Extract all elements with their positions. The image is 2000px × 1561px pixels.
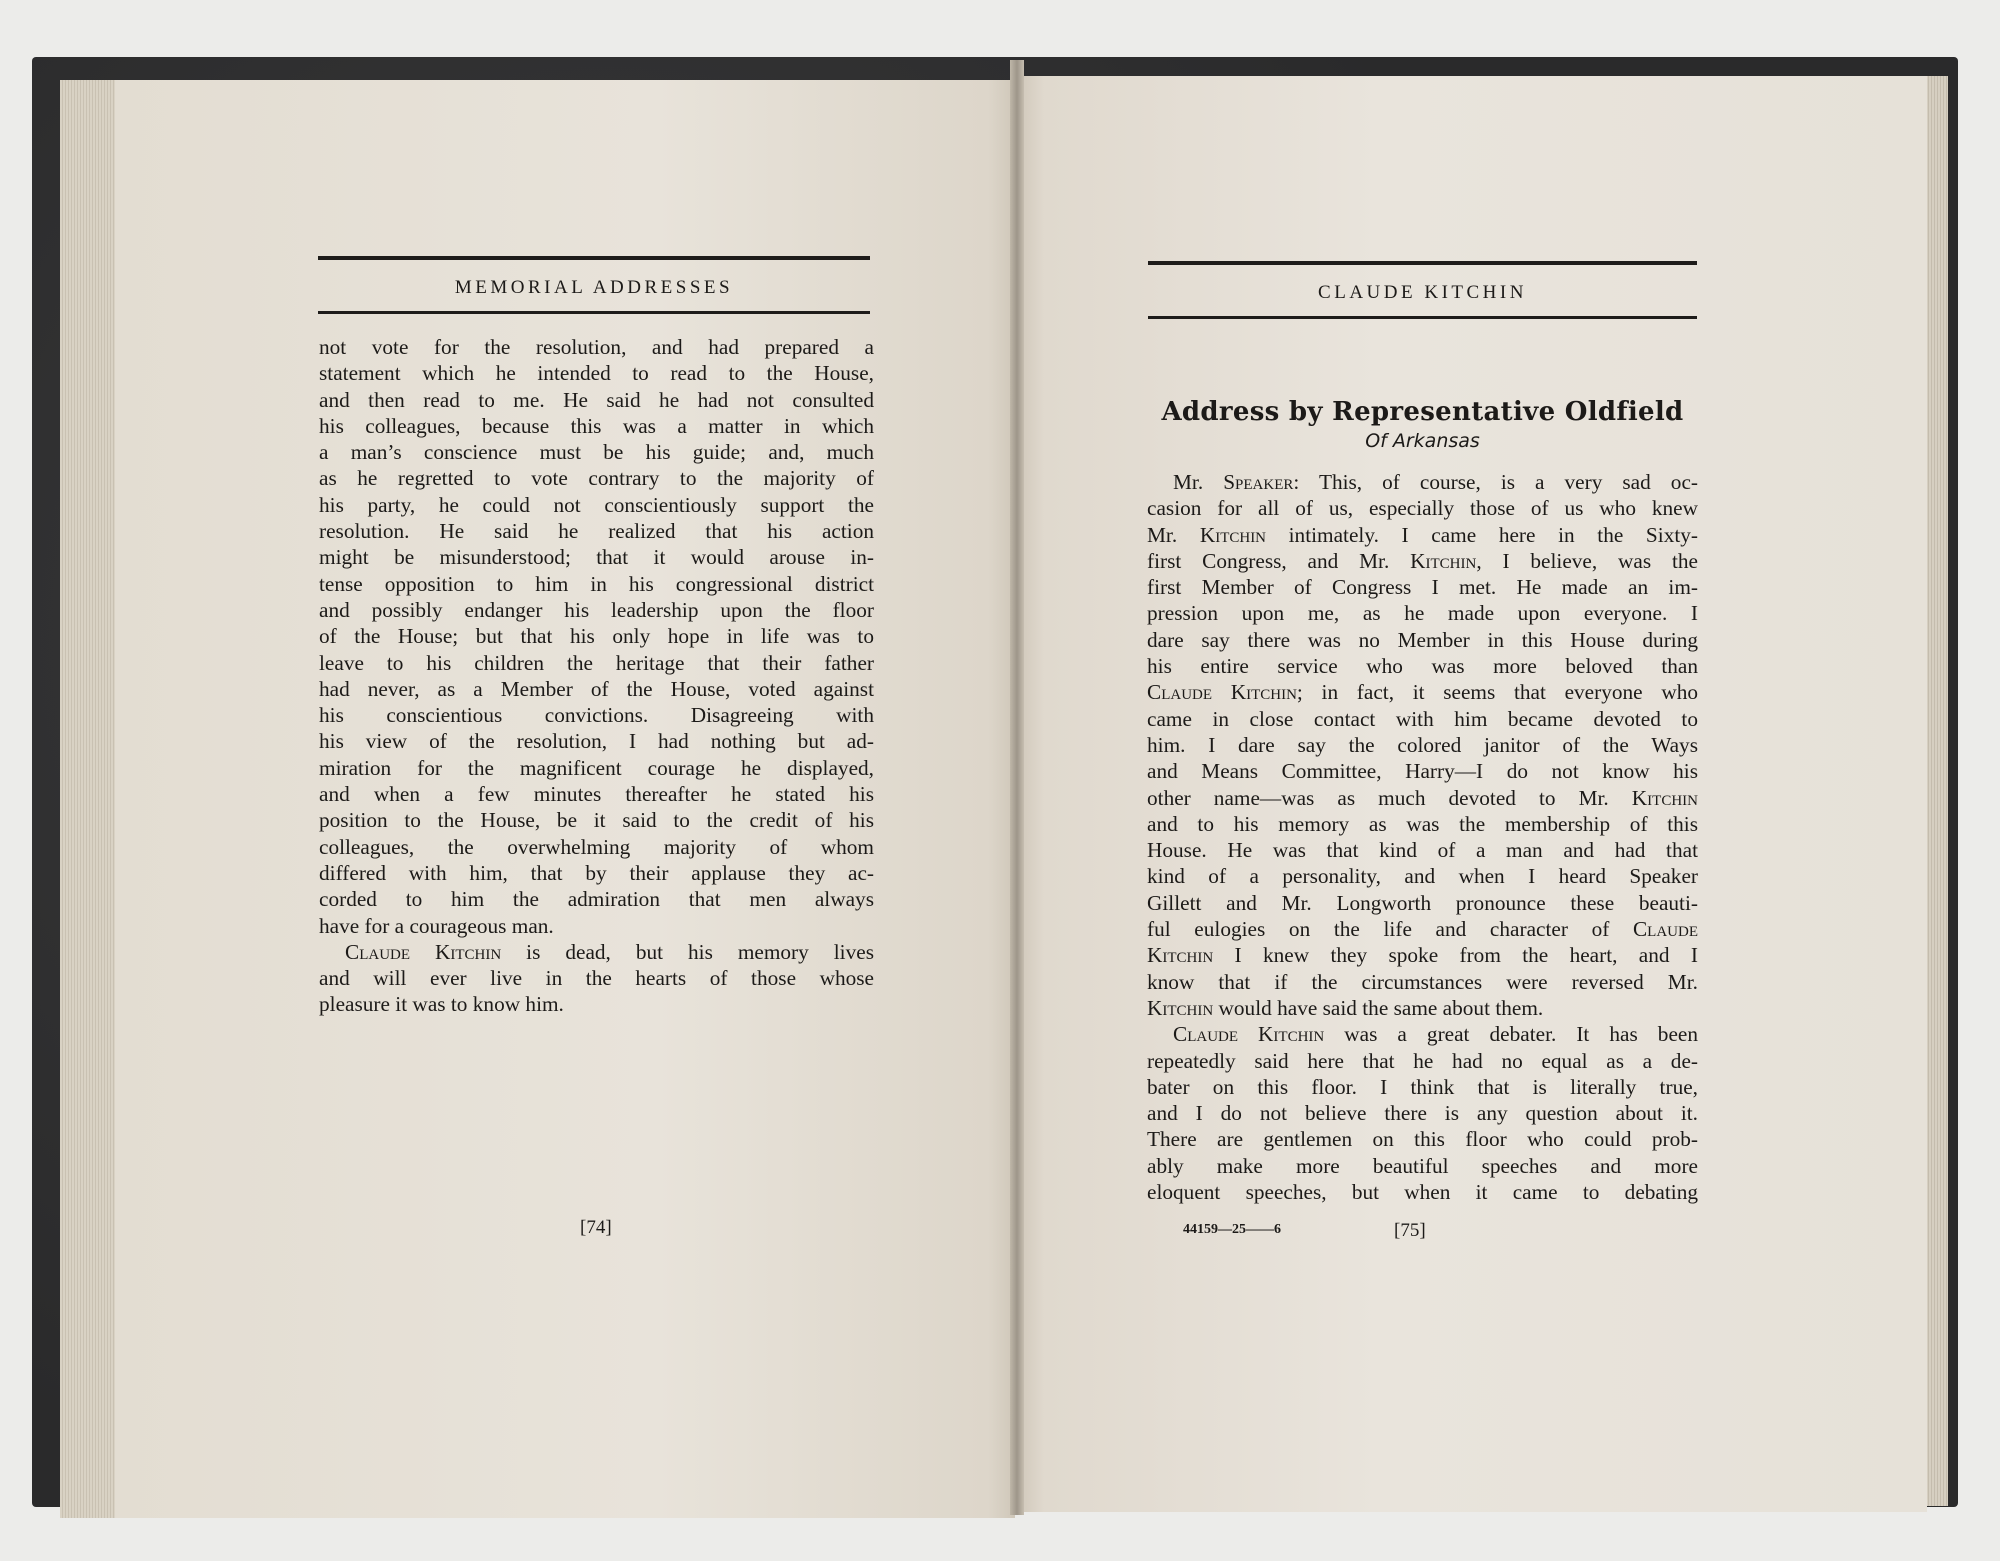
small-caps-name: Kitchin [1631,785,1698,810]
text-segment: and I do not believe there is any question about it. [1147,1101,1698,1126]
text-line [319,465,874,491]
text-segment: dare say there was no Member in this House during [1147,627,1698,652]
text-segment: There are gentlemen on this floor who could prob- [1147,1127,1698,1152]
header-rule-bottom [1148,316,1697,319]
text-segment: not vote for the resolution, and had prepared a [319,335,874,359]
text-segment: differed with him, that by their applause they ac- [319,860,874,885]
small-caps-name: Speaker [1223,470,1294,494]
text-segment: his entire service who was more beloved than [1147,654,1698,679]
text-segment: bater on this floor. I think that is literally true, [1147,1074,1698,1099]
text-line [1147,548,1698,574]
text-line [1147,706,1698,732]
text-segment: of the House; but that his only hope in life was to [319,624,874,649]
text-line [1147,916,1698,942]
text-line [319,702,874,728]
text-segment: position to the House, be it said to the credit of his [319,808,874,833]
printer-signature: 44159—25——6 [1183,1222,1281,1237]
text-line [319,623,874,649]
text-line [319,413,874,439]
text-line [1147,942,1698,968]
text-segment: and possibly endanger his leadership upon the floor [319,597,874,622]
text-line [1147,653,1698,679]
text-segment: as he regretted to vote contrary to the majority of [319,466,874,491]
text-line [319,544,874,570]
text-segment: know that if the circumstances were reversed Mr. [1147,969,1698,994]
book-gutter [1010,60,1024,1515]
text-segment: resolution. He said he realized that his action [319,519,874,544]
text-line [1147,679,1698,705]
text-line [1147,627,1698,653]
text-segment: might be misunderstood; that it would arouse in- [319,545,874,570]
text-segment: ; in fact, it seems that everyone who [1296,680,1698,705]
text-segment: is dead, but his memory lives [501,939,874,964]
text-segment: repeatedly said here that he had no equal as a de- [1147,1048,1698,1073]
text-line [319,676,874,702]
text-line [319,597,874,623]
text-segment: came in close contact with him became devoted to [1147,706,1698,731]
text-segment: would have said the same about them. [1213,995,1544,1020]
text-line [319,571,874,597]
text-line [1147,574,1698,600]
text-line [1147,1074,1698,1100]
text-line [319,650,874,676]
text-segment: pleasure it was to know him. [319,992,564,1017]
text-segment: first Member of Congress I met. He made an im- [1147,575,1698,600]
text-segment: : This, of course, is a very sad oc- [1293,470,1698,494]
text-segment: and Means Committee, Harry—I do not know his [1147,759,1698,784]
text-line [1147,1153,1698,1179]
text-line [319,834,874,860]
text-line [319,439,874,465]
small-caps-name: Kitchin [1199,522,1267,547]
page-number-right: [75] [1394,1220,1426,1241]
small-caps-name: Claude [1632,917,1698,942]
running-head-right: CLAUDE KITCHIN [1318,282,1527,303]
right-body-text [1147,469,1698,1205]
text-line [319,807,874,833]
small-caps-name: Kitchin [1147,943,1214,968]
text-line [1147,837,1698,863]
text-segment: have for a courageous man. [319,913,554,938]
text-line [319,781,874,807]
text-segment: first Congress, and Mr. [1147,548,1411,573]
text-line [1147,890,1698,916]
text-segment: his conscientious convictions. Disagreeing with [319,703,874,728]
text-segment: tense opposition to him in his congressional district [319,571,874,596]
text-line [319,991,874,1017]
text-line [1147,600,1698,626]
text-line [319,860,874,886]
running-head-left: MEMORIAL ADDRESSES [454,277,734,298]
text-segment: his colleagues, because this was a matter in which [319,413,874,438]
text-segment: eloquent speeches, but when it came to debating [1147,1180,1698,1205]
text-segment: , I believe, was the [1476,548,1698,573]
address-heading: Address by Representative Oldfield [1161,397,1684,427]
text-line [319,913,874,939]
text-line [1147,1179,1698,1205]
text-line [319,492,874,518]
text-segment: him. I dare say the colored janitor of the Ways [1147,732,1698,757]
text-line [1147,995,1698,1021]
small-caps-name: Kitchin [1147,995,1214,1020]
text-segment: I knew they spoke from the heart, and I [1213,943,1698,968]
text-segment: corded to him the admiration that men always [319,887,874,912]
text-line [1147,811,1698,837]
text-segment: and when a few minutes thereafter he stated his [319,782,874,807]
small-caps-name: Claude Kitchin [1173,1022,1325,1047]
address-subheading: Of Arkansas [1365,430,1480,452]
text-line [319,518,874,544]
text-line [319,965,874,991]
text-segment: and will ever live in the hearts of those whose [319,966,874,991]
text-segment: was a great debater. It has been [1324,1022,1698,1047]
text-line [1147,495,1698,521]
text-line [319,755,874,781]
text-line [1147,732,1698,758]
text-line [1147,785,1698,811]
header-rule-top [1148,261,1697,265]
left-body-text [319,334,874,1018]
text-segment: intimately. I came here in the Sixty- [1266,522,1698,547]
text-segment: House. He was that kind of a man and had that [1147,838,1698,863]
text-segment: ably make more beautiful speeches and more [1147,1153,1698,1178]
text-segment: a man’s conscience must be his guide; and, much [319,440,874,465]
text-segment: colleagues, the overwhelming majority of whom [319,834,874,859]
text-line [319,939,874,965]
page-number-left: [74] [580,1217,612,1238]
text-line [1147,522,1698,548]
text-segment: and to his memory as was the membership of this [1147,811,1698,836]
text-line [319,360,874,386]
header-rule-bottom [318,311,870,314]
text-segment: miration for the magnificent courage he displayed, [319,755,874,780]
text-line [1147,758,1698,784]
page-edges-right [1926,76,1948,1506]
text-line [1147,1048,1698,1074]
text-line [1147,1021,1698,1047]
text-segment: his party, he could not conscientiously support the [319,492,874,517]
text-segment: other name—was as much devoted to Mr. [1147,785,1632,810]
text-segment: had never, as a Member of the House, voted against [319,676,874,701]
text-segment: Gillett and Mr. Longworth pronounce these beauti- [1147,890,1698,915]
text-segment: kind of a personality, and when I heard Speaker [1147,864,1698,889]
text-segment: Mr. [1173,470,1224,494]
text-line [319,387,874,413]
text-line [1147,1126,1698,1152]
text-segment: and then read to me. He said he had not consulted [319,387,874,412]
text-segment: pression upon me, as he made upon everyone. I [1147,601,1698,626]
text-line [319,886,874,912]
header-rule-top [318,256,870,260]
text-segment: his view of the resolution, I had nothing but ad- [319,729,874,754]
text-segment: casion for all of us, especially those of us who knew [1147,496,1698,521]
text-segment: ful eulogies on the life and character of [1147,917,1633,942]
small-caps-name: Kitchin [1410,548,1477,573]
text-line [1147,469,1698,495]
text-line [1147,1100,1698,1126]
text-line [1147,863,1698,889]
small-caps-name: Claude Kitchin [345,939,502,964]
page-edges-left [60,80,120,1518]
text-line [1147,969,1698,995]
small-caps-name: Claude Kitchin [1147,680,1297,705]
text-segment: leave to his children the heritage that their father [319,650,874,675]
text-line [319,334,874,360]
text-line [319,728,874,754]
text-segment: statement which he intended to read to the House, [319,361,874,386]
text-segment: Mr. [1147,522,1200,547]
